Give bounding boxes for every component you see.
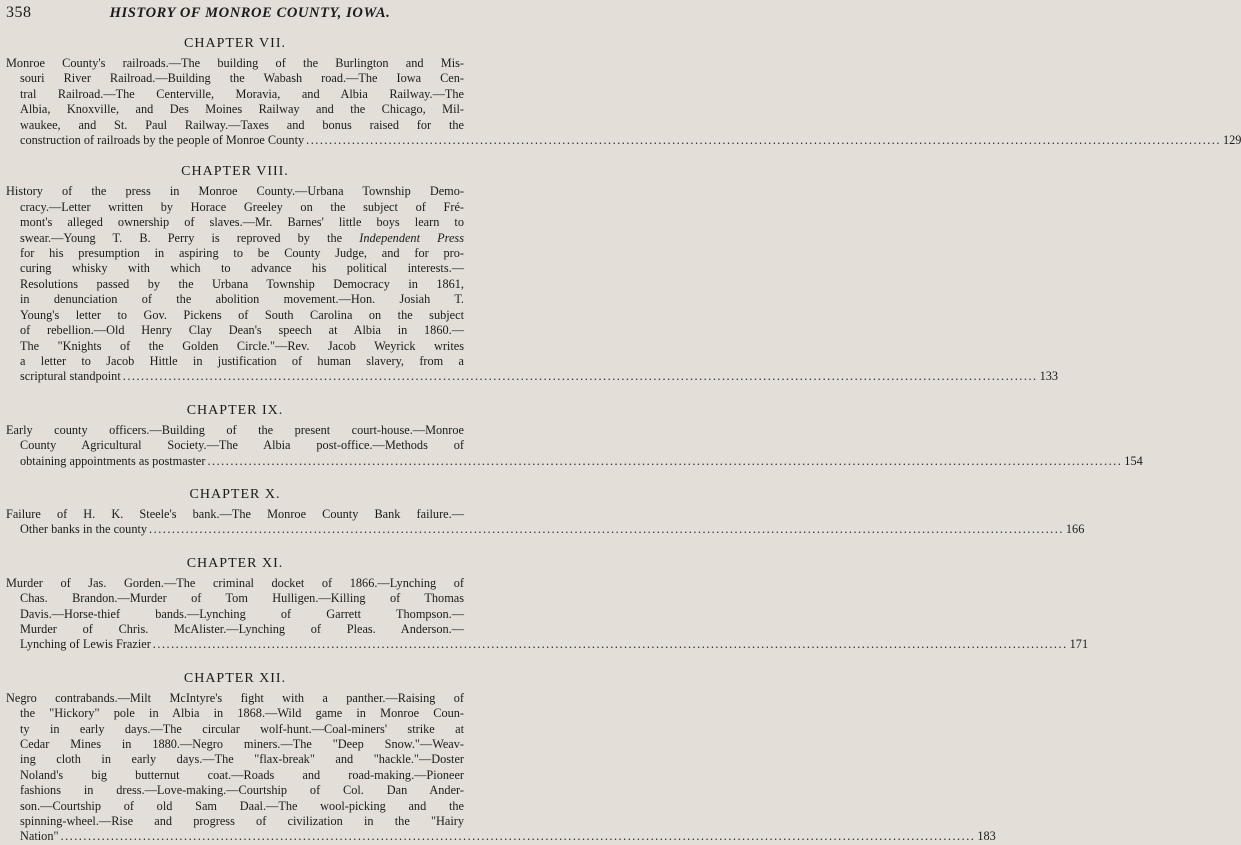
page-reference: 171 [1069, 637, 1089, 652]
summary-line: Lynching of Lewis Frazier [20, 637, 151, 652]
chapter-heading: CHAPTER VII. [184, 36, 286, 51]
summary-line: scriptural standpoint [20, 369, 121, 384]
summary-line: obtaining appointments as postmaster [20, 453, 206, 468]
summary-line: Davis.—Horse-thief bands.—Lynching of Garrett Thompson.— [20, 606, 464, 621]
summary-line: spinning-wheel.—Rise and progress of civilization in the "Hairy [20, 814, 464, 829]
summary-line: fashions in dress.—Love-making.—Courtship of Col. Dan Ander- [20, 783, 464, 798]
page-reference: 154 [1124, 453, 1143, 468]
summary-line: Negro contrabands.—Milt McIntyre's fight with a panther.—Raising of [6, 690, 464, 705]
summary-line: History of the press in Monroe County.—Urbana Township Demo- [6, 184, 464, 199]
summary-line: County Agricultural Society.—The Albia post-office.—Methods of [20, 438, 464, 453]
page-reference: 166 [1065, 522, 1085, 537]
dot-leader: ........................................................................................................................................................................................................ [152, 637, 1068, 652]
page-reference: 183 [977, 829, 996, 844]
chapter-heading: CHAPTER XI. [186, 555, 284, 571]
summary-line: waukee, and St. Paul Railway.—Taxes and bonus raised for the [20, 117, 464, 132]
summary-line: Failure of H. K. Steele's bank.—The Monroe County Bank failure.— [6, 506, 464, 521]
dot-leader: ........................................................................................................................................................................................................ [122, 369, 1038, 384]
chapter-heading: CHAPTER VIII. [181, 164, 289, 180]
summary-line: Early county officers.—Building of the present court-house.—Monroe [6, 422, 464, 437]
toc-entry-last-line [6, 637, 1089, 652]
summary-line: a letter to Jacob Hittle in justification of human slavery, from a [20, 353, 464, 368]
chapter-summary [6, 56, 1241, 148]
page-reference: 129 [1222, 133, 1241, 148]
summary-line: ty in early days.—The circular wolf-hunt.—Coal-miners' strike at [20, 721, 464, 736]
summary-line: of rebellion.—Old Henry Clay Dean's speech at Albia in 1860.— [20, 323, 464, 338]
summary-line: Albia, Knoxville, and Des Moines Railway and the Chicago, Mil- [20, 102, 464, 117]
toc-entry-last-line [6, 522, 1085, 537]
summary-line: Other banks in the county [20, 522, 148, 537]
chapter-section [6, 483, 1085, 538]
summary-line: The "Knights of the Golden Circle."—Rev. Jacob Weyrick writes [20, 338, 464, 353]
summary-line: ing cloth in early days.—The "flax-break" and "hackle."—Doster [20, 752, 464, 767]
chapter-section [6, 160, 1059, 384]
chapter-heading: CHAPTER IX. [186, 402, 284, 418]
summary-line: Resolutions passed by the Urbana Township Democracy in 1861, [20, 276, 464, 291]
summary-line: Cedar Mines in 1880.—Negro miners.—The "Deep Snow."—Weav- [20, 737, 464, 751]
dot-leader: ........................................................................................................................................................................................................ [207, 453, 1123, 468]
dot-leader: ........................................................................................................................................................................................................ [149, 522, 1064, 537]
chapter-summary [6, 422, 1143, 469]
chapter-summary [6, 690, 996, 845]
table-of-contents [6, 32, 1241, 845]
chapter-section [6, 667, 996, 845]
page-reference: 133 [1039, 369, 1059, 384]
summary-line: Young's letter to Gov. Pickens of South Carolina on the subject [20, 307, 464, 322]
summary-line: Murder of Jas. Gorden.—The criminal docket of 1866.—Lynching of [6, 575, 464, 590]
summary-line: for his presumption in aspiring to be County Judge, and for pro- [20, 246, 464, 261]
running-head-title: HISTORY OF MONROE COUNTY, IOWA. [109, 5, 391, 21]
summary-line: tral Railroad.—The Centerville, Moravia, and Albia Railway.—The [20, 86, 464, 101]
summary-line: son.—Courtship of old Sam Daal.—The wool-picking and the [20, 798, 464, 813]
summary-line: curing whisky with which to advance his political interests.— [20, 261, 464, 276]
summary-line: Noland's big butternut coat.—Roads and road-making.—Pioneer [20, 767, 464, 782]
summary-line: swear.—Young T. B. Perry is reproved by the Independent Press [20, 230, 464, 245]
chapter-heading: CHAPTER XII. [183, 670, 287, 686]
page-number: 358 [6, 4, 32, 21]
chapter-summary [6, 506, 1085, 538]
summary-line: mont's alleged ownership of slaves.—Mr. Barnes' little boys learn to [20, 215, 464, 230]
dot-leader: ........................................................................................................................................................................................................ [306, 133, 1221, 148]
summary-line: the "Hickory" pole in Albia in 1868.—Wild game in Monroe Coun- [20, 706, 464, 721]
dot-leader: ........................................................................................................................................................................................................ [60, 829, 976, 844]
summary-line: in denunciation of the abolition movement.—Hon. Josiah T. [20, 292, 464, 307]
summary-line: Murder of Chris. McAlister.—Lynching of Pleas. Anderson.— [20, 621, 464, 636]
running-head [6, 0, 464, 30]
toc-entry-last-line [6, 829, 996, 844]
chapter-section [6, 399, 1143, 469]
toc-entry-last-line [6, 453, 1143, 469]
summary-line: construction of railroads by the people of Monroe County [20, 133, 305, 148]
chapter-summary [6, 184, 1059, 384]
chapter-section [6, 552, 1089, 653]
summary-line: Chas. Brandon.—Murder of Tom Hulligen.—Killing of Thomas [20, 591, 464, 606]
toc-entry-last-line [6, 133, 1241, 148]
summary-line: souri River Railroad.—Building the Wabash road.—The Iowa Cen- [20, 71, 464, 86]
toc-entry-last-line [6, 369, 1059, 384]
summary-line: Monroe County's railroads.—The building of the Burlington and Mis- [6, 56, 464, 70]
chapter-section [6, 32, 1241, 148]
chapter-summary [6, 575, 1089, 653]
summary-line: Nation" [20, 829, 59, 844]
summary-line: cracy.—Letter written by Horace Greeley on the subject of Fré- [20, 199, 464, 214]
chapter-heading: CHAPTER X. [189, 486, 281, 502]
